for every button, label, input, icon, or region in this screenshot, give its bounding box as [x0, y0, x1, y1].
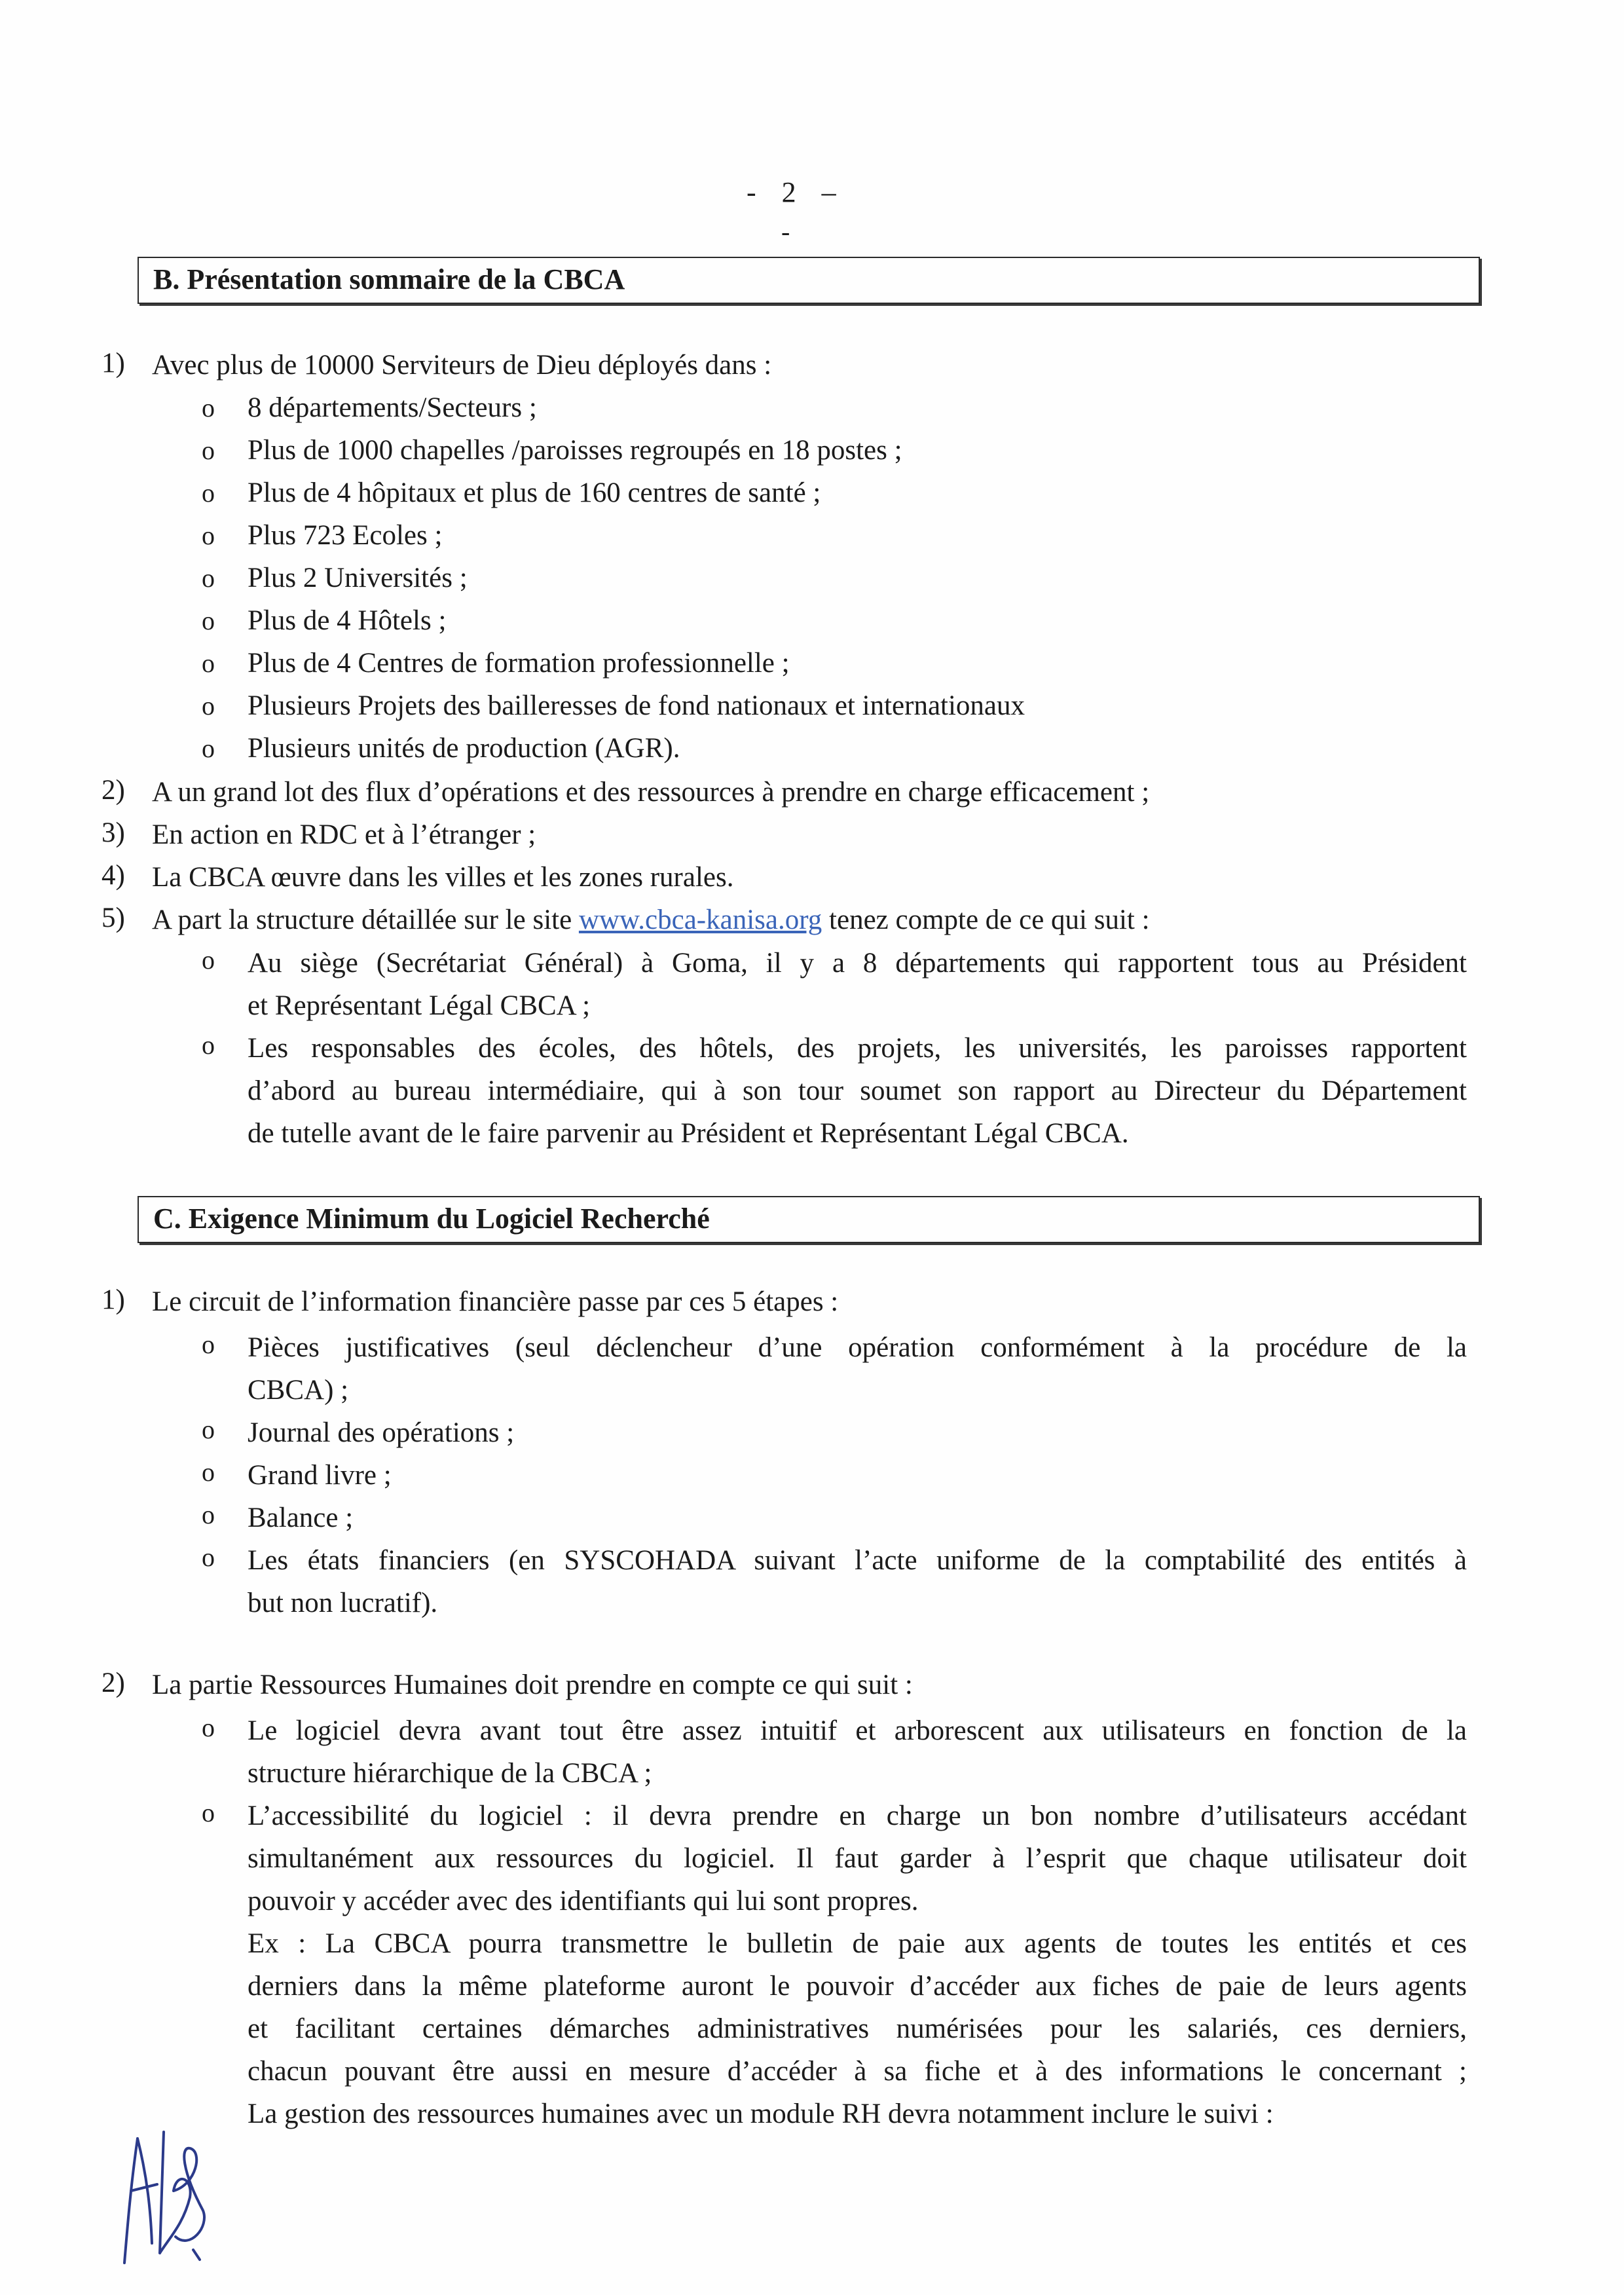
bullet-line: Journal des opérations ;	[248, 1417, 515, 1448]
bullet-marker: o	[202, 945, 215, 975]
website-link[interactable]: www.cbca-kanisa.org	[578, 905, 822, 935]
bullet-line: de tutelle avant de le faire parvenir au Président et Représentant Légal CBCA.	[248, 1118, 1129, 1149]
page-dash: -	[781, 217, 790, 246]
list-item: Plus de 4 hôpitaux et plus de 160 centres de santé ;	[248, 477, 821, 508]
section-b-title: B. Présentation sommaire de la CBCA	[138, 257, 1480, 304]
bullet-marker: o	[202, 1713, 215, 1742]
list-item: Plusieurs Projets des bailleresses de fond nationaux et internationaux	[248, 690, 1025, 721]
bullet-line: CBCA) ;	[248, 1375, 349, 1406]
bullet-line: pouvoir y accéder avec des identifiants qui lui sont propres.	[248, 1886, 919, 1916]
list-item: Plus de 4 Centres de formation professionnelle ;	[248, 648, 790, 679]
list-item: Plus de 4 Hôtels ;	[248, 605, 447, 636]
bullet-marker: o	[202, 393, 215, 422]
bullet-line: Le logiciel devra avant tout être assez intuitif et arborescent aux utilisateurs en fonction de la	[248, 1715, 1467, 1746]
item-text-after: tenez compte de ce qui suit :	[822, 905, 1150, 935]
bullet-marker: o	[202, 734, 215, 763]
item-number: 5)	[101, 903, 125, 933]
bullet-marker: o	[202, 1457, 215, 1487]
bullet-marker: o	[202, 521, 215, 550]
item-number: 1)	[101, 348, 125, 379]
bullet-marker: o	[202, 1500, 215, 1529]
bullet-marker: o	[202, 436, 215, 465]
list-item: Plusieurs unités de production (AGR).	[248, 733, 680, 764]
bullet-line: L’accessibilité du logiciel : il devra prendre en charge un bon nombre d’utilisateurs accédant	[248, 1801, 1467, 1831]
bullet-line: et Représentant Légal CBCA ;	[248, 990, 591, 1021]
item-text: Avec plus de 10000 Serviteurs de Dieu déployés dans :	[152, 350, 772, 381]
bullet-marker: o	[202, 691, 215, 720]
list-item: 8 départements/Secteurs ;	[248, 392, 537, 423]
bullet-line: derniers dans la même plateforme auront le pouvoir d’accéder aux fiches de paie de leurs agents	[248, 1971, 1467, 2002]
bullet-line: Grand livre ;	[248, 1460, 392, 1491]
item-text: A un grand lot des flux d’opérations et des ressources à prendre en charge efficacement ;	[152, 777, 1150, 808]
page-number: - 2 –	[747, 176, 845, 208]
bullet-line: simultanément aux ressources du logiciel. Il faut garder à l’esprit que chaque utilisateur doit	[248, 1843, 1467, 1874]
bullet-marker: o	[202, 648, 215, 678]
bullet-marker: o	[202, 1030, 215, 1060]
section-c-title: C. Exigence Minimum du Logiciel Recherché	[138, 1196, 1480, 1243]
item-number: 2)	[101, 775, 125, 806]
bullet-line: structure hiérarchique de la CBCA ;	[248, 1758, 652, 1789]
bullet-line: but non lucratif).	[248, 1588, 438, 1618]
item-number: 2)	[101, 1668, 125, 1698]
bullet-line: La gestion des ressources humaines avec un module RH devra notamment inclure le suivi :	[248, 2099, 1274, 2129]
bullet-line: d’abord au bureau intermédiaire, qui à son tour soumet son rapport au Directeur du Département	[248, 1075, 1467, 1106]
bullet-line: Au siège (Secrétariat Général) à Goma, il y a 8 départements qui rapportent tous au Président	[248, 948, 1467, 979]
bullet-line: et facilitant certaines démarches administratives numérisées pour les salariés, ces derniers,	[248, 2013, 1467, 2044]
signature	[111, 2112, 216, 2273]
bullet-line: Pièces justificatives (seul déclencheur d’une opération conformément à la procédure de la	[248, 1332, 1467, 1363]
bullet-marker: o	[202, 1798, 215, 1827]
item-number: 3)	[101, 817, 125, 848]
signature-icon	[111, 2112, 216, 2269]
bullet-line: Les états financiers (en SYSCOHADA suivant l’acte uniforme de la comptabilité des entités à	[248, 1545, 1467, 1576]
item-text	[152, 902, 1150, 939]
bullet-marker: o	[202, 478, 215, 508]
list-item: Plus de 1000 chapelles /paroisses regroupés en 18 postes ;	[248, 435, 902, 466]
item-text: En action en RDC et à l’étranger ;	[152, 819, 536, 850]
bullet-marker: o	[202, 1415, 215, 1444]
bullet-marker: o	[202, 1330, 215, 1359]
bullet-marker: o	[202, 606, 215, 635]
bullet-line: Ex : La CBCA pourra transmettre le bulletin de paie aux agents de toutes les entités et ces	[248, 1928, 1467, 1959]
list-item: Plus 723 Ecoles ;	[248, 520, 443, 551]
bullet-marker: o	[202, 563, 215, 593]
item-text: La CBCA œuvre dans les villes et les zones rurales.	[152, 862, 734, 893]
bullet-marker: o	[202, 1542, 215, 1572]
item-text: La partie Ressources Humaines doit prendre en compte ce qui suit :	[152, 1670, 913, 1700]
item-number: 1)	[101, 1284, 125, 1315]
list-item: Plus 2 Universités ;	[248, 563, 468, 593]
item-number: 4)	[101, 860, 125, 891]
item-text: Le circuit de l’information financière passe par ces 5 étapes :	[152, 1286, 839, 1317]
item-text-before: A part la structure détaillée sur le site	[152, 905, 579, 935]
bullet-line: Les responsables des écoles, des hôtels, des projets, les universités, les paroisses rapportent	[248, 1033, 1467, 1064]
bullet-line: Balance ;	[248, 1502, 354, 1533]
bullet-line: chacun pouvant être aussi en mesure d’accéder à sa fiche et à des informations le concernant ;	[248, 2056, 1467, 2087]
